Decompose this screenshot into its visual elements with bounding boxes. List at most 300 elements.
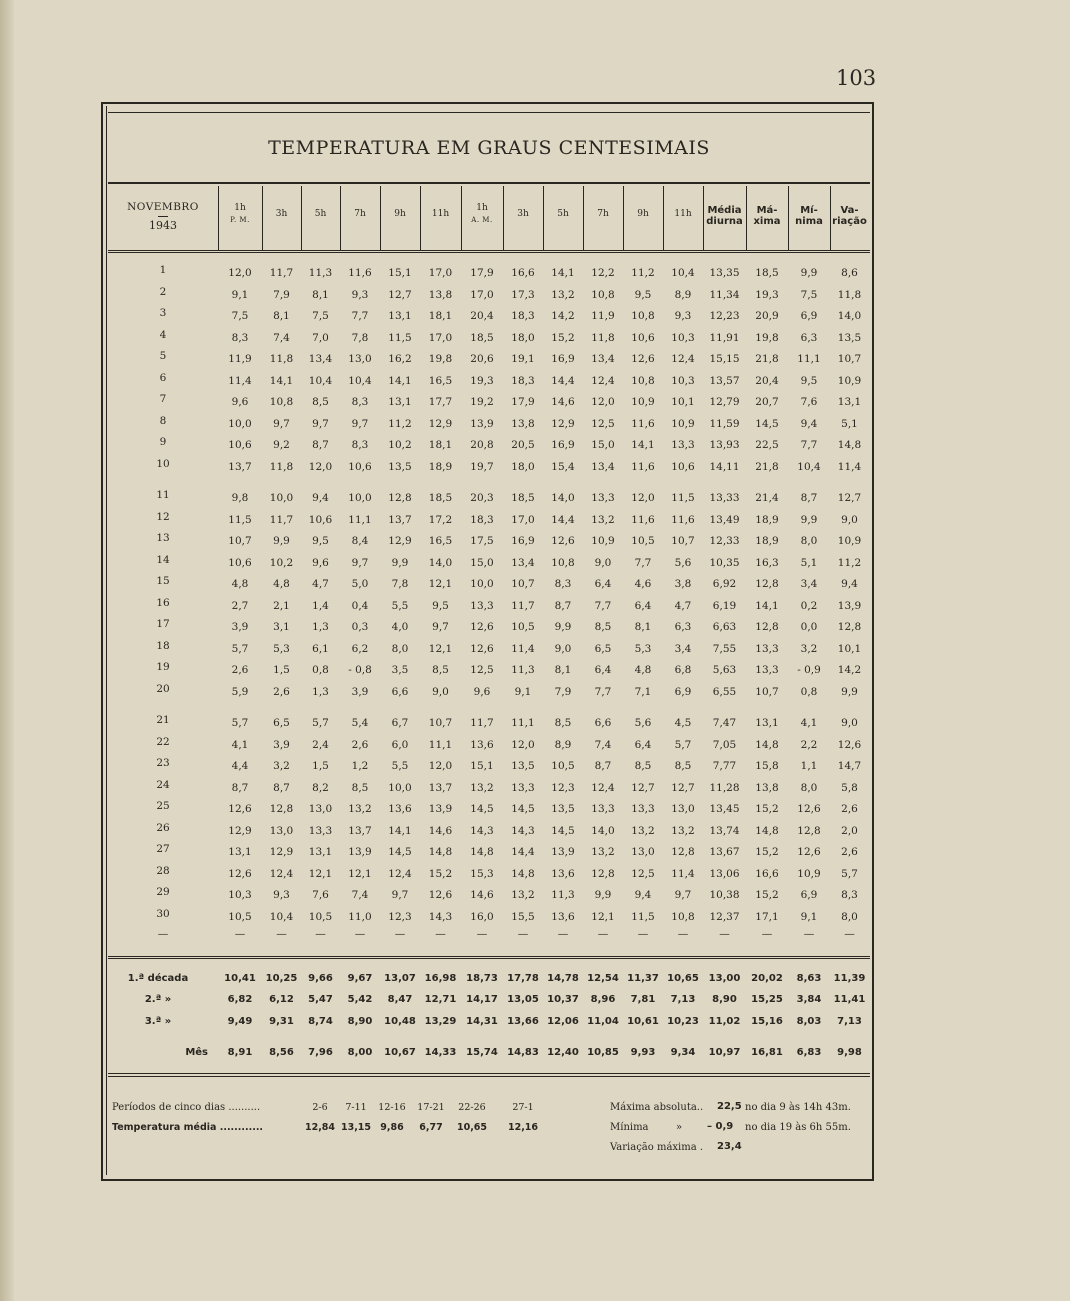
- decade-value: 8,03: [796, 1016, 822, 1027]
- table-cell: 13,1: [837, 396, 862, 408]
- table-cell: 16,0: [470, 910, 494, 923]
- table-cell: 10,35: [709, 556, 740, 569]
- table-cell: 8,7: [594, 760, 612, 772]
- dash-cell: —: [354, 928, 366, 940]
- table-cell: 10,6: [308, 513, 333, 526]
- table-cell: 10,0: [348, 492, 372, 504]
- table-cell: 10,4: [797, 460, 821, 473]
- table-cell: 10,7: [837, 353, 862, 365]
- table-cell: 18,1: [428, 439, 453, 451]
- table-cell: 14,2: [551, 310, 575, 322]
- table-cell: 10,3: [228, 889, 252, 901]
- table-cell: 13,33: [709, 492, 740, 504]
- table-cell: 7,55: [712, 642, 737, 655]
- frame-inner-line: [106, 106, 107, 1175]
- table-cell: 13,2: [511, 889, 535, 901]
- table-cell: 10,5: [308, 910, 333, 923]
- table-cell: 10,6: [228, 556, 252, 569]
- table-cell: 7,4: [351, 889, 369, 901]
- table-cell: 15,2: [755, 889, 779, 901]
- table-cell: 7,8: [351, 331, 369, 344]
- month-total-label: Mês: [185, 1047, 208, 1058]
- table-cell: 19,2: [470, 396, 494, 408]
- table-cell: 9,7: [351, 417, 369, 430]
- table-cell: 10,8: [551, 556, 575, 569]
- table-cell: 9,0: [841, 717, 858, 729]
- table-cell: 13,5: [837, 331, 862, 344]
- table-cell: 9,7: [674, 889, 692, 901]
- table-cell: 7,77: [712, 760, 737, 772]
- header-col-16-main: Va-: [840, 205, 859, 216]
- table-cell: 8,4: [351, 535, 369, 547]
- table-cell: 10,2: [269, 556, 294, 569]
- table-row-day: 9: [159, 436, 167, 448]
- decade-value: 15,16: [751, 1016, 783, 1027]
- dash-cell: —: [803, 928, 815, 940]
- table-cell: 9,9: [554, 621, 572, 633]
- table-cell: 13,9: [428, 803, 453, 815]
- month-total-value: 8,00: [347, 1047, 373, 1058]
- table-cell: 17,2: [428, 513, 453, 526]
- table-cell: 10,8: [631, 374, 655, 387]
- table-row-day: 1: [159, 264, 167, 276]
- table-cell: 9,0: [594, 556, 612, 569]
- table-cell: 8,0: [391, 642, 409, 655]
- decade-value: 7,81: [630, 994, 656, 1005]
- table-cell: 14,7: [837, 760, 862, 772]
- table-cell: 12,6: [797, 846, 821, 858]
- table-cell: 10,0: [228, 417, 252, 430]
- table-cell: 11,8: [837, 288, 862, 301]
- absolute-min-note: no dia 19 às 6h 55m.: [745, 1122, 851, 1133]
- table-cell: 6,63: [712, 621, 737, 633]
- decade-value: 9,67: [347, 973, 373, 984]
- table-cell: 20,4: [755, 374, 779, 387]
- table-cell: 14,1: [388, 374, 412, 387]
- table-cell: 13,3: [470, 599, 494, 612]
- table-cell: 9,3: [351, 288, 369, 301]
- table-cell: 9,6: [231, 396, 249, 408]
- table-cell: 1,5: [312, 760, 329, 772]
- table-cell: 18,9: [428, 460, 453, 473]
- table-cell: 11,3: [308, 267, 333, 279]
- table-cell: 10,7: [755, 685, 779, 698]
- table-cell: 10,7: [228, 535, 252, 547]
- decade-value: 5,42: [347, 994, 373, 1005]
- table-cell: 13,7: [388, 513, 412, 526]
- decade-value: 20,02: [751, 973, 783, 984]
- table-cell: 8,6: [841, 267, 858, 279]
- table-cell: 4,1: [231, 738, 249, 751]
- dash-cell: —: [761, 928, 773, 940]
- table-cell: 6,4: [634, 738, 652, 751]
- month-total-value: 10,67: [384, 1047, 416, 1058]
- decade-value: 12,54: [587, 973, 619, 984]
- mean-temperature-label: Temperatura média ............: [112, 1122, 264, 1133]
- table-cell: 9,5: [634, 288, 652, 301]
- table-cell: 5,7: [674, 738, 692, 751]
- decade-label: 3.ª »: [144, 1016, 172, 1027]
- table-cell: 13,2: [591, 513, 615, 526]
- table-cell: 14,5: [470, 803, 494, 815]
- table-row-day: 5: [159, 350, 167, 362]
- table-cell: 4,7: [312, 578, 329, 590]
- table-cell: 12,6: [470, 642, 494, 655]
- table-cell: 16,3: [755, 556, 779, 569]
- table-cell: 13,6: [470, 738, 494, 751]
- table-cell: 13,1: [308, 846, 333, 858]
- table-cell: 12,7: [837, 492, 862, 504]
- table-cell: 18,0: [511, 331, 535, 344]
- book-spine: [0, 0, 14, 1301]
- dash-cell: —: [517, 928, 529, 940]
- table-cell: 8,3: [554, 578, 572, 590]
- table-cell: 19,7: [470, 460, 494, 473]
- table-cell: 14,0: [551, 492, 575, 504]
- table-cell: 10,9: [837, 535, 862, 547]
- header-col-7-sub: A. M.: [471, 216, 493, 224]
- table-row-day: 12: [156, 510, 170, 523]
- dash-cell: —: [394, 928, 406, 940]
- month-total-value: 14,83: [507, 1047, 539, 1058]
- table-cell: 18,5: [755, 267, 779, 279]
- table-cell: 5,1: [841, 417, 858, 430]
- month-year-dash: [158, 216, 168, 217]
- table-cell: 11,2: [837, 556, 862, 569]
- table-cell: 11,2: [631, 267, 655, 279]
- table-cell: 0,0: [800, 621, 818, 633]
- table-cell: 10,7: [428, 717, 453, 729]
- table-cell: 12,6: [837, 738, 862, 751]
- table-cell: 11,6: [631, 417, 655, 430]
- table-cell: 10,9: [671, 417, 695, 430]
- table-row-day: 27: [156, 843, 170, 855]
- table-cell: 20,9: [755, 310, 779, 322]
- month-total-value: 15,74: [466, 1047, 498, 1058]
- table-cell: 11,7: [269, 267, 294, 279]
- table-cell: 9,3: [273, 889, 290, 901]
- table-cell: 11,6: [671, 513, 695, 526]
- header-rule: [108, 252, 870, 253]
- table-cell: 13,45: [709, 803, 740, 815]
- header-rule: [108, 250, 870, 251]
- table-cell: 10,5: [228, 910, 252, 923]
- decade-value: 8,74: [308, 1016, 333, 1027]
- table-cell: 9,5: [800, 374, 818, 387]
- table-cell: 11,9: [591, 310, 615, 322]
- header-col-7-main: 1h: [476, 203, 488, 213]
- table-cell: 14,2: [837, 664, 862, 676]
- decade-value: 8,63: [796, 973, 822, 984]
- table-cell: 21,4: [755, 492, 779, 504]
- table-cell: 5,6: [674, 556, 692, 569]
- period-mean: 6,77: [419, 1122, 443, 1133]
- table-cell: 12,8: [388, 492, 412, 504]
- table-cell: 12,7: [671, 781, 695, 794]
- table-cell: 1,3: [312, 685, 329, 698]
- table-cell: 9,4: [800, 417, 818, 430]
- table-cell: 10,3: [671, 374, 695, 387]
- table-cell: 10,9: [837, 374, 862, 387]
- table-cell: 12,1: [428, 578, 453, 590]
- table-cell: 17,0: [511, 513, 535, 526]
- table-cell: 15,8: [755, 760, 779, 772]
- title-box: [108, 112, 870, 184]
- table-cell: 10,0: [388, 781, 412, 794]
- table-cell: 14,5: [551, 824, 575, 837]
- month-total-value: 7,96: [308, 1047, 333, 1058]
- table-cell: 10,4: [671, 267, 695, 279]
- month-total-value: 9,98: [837, 1047, 862, 1058]
- table-cell: 11,2: [388, 417, 412, 430]
- table-cell: 21,8: [755, 353, 779, 365]
- table-cell: 11,4: [228, 374, 252, 387]
- table-cell: 14,4: [511, 846, 535, 858]
- table-cell: 8,5: [554, 717, 572, 729]
- decade-value: 11,39: [833, 973, 866, 984]
- table-cell: 20,3: [470, 492, 494, 504]
- table-cell: 6,4: [594, 578, 612, 590]
- dash-cell: —: [276, 928, 287, 940]
- table-cell: 12,6: [228, 803, 252, 815]
- table-cell: 10,4: [269, 910, 294, 923]
- table-cell: 14,4: [551, 513, 575, 526]
- table-cell: 12,33: [709, 535, 740, 547]
- table-cell: - 0,9: [797, 664, 821, 676]
- table-cell: 6,3: [800, 331, 818, 344]
- table-cell: 12,6: [551, 535, 575, 547]
- table-cell: 18,3: [511, 374, 535, 387]
- period-mean: 12,84: [304, 1122, 336, 1133]
- table-row-day: 2: [159, 285, 167, 298]
- table-cell: 5,7: [841, 867, 858, 880]
- table-cell: 10,7: [671, 535, 695, 547]
- table-cell: 9,0: [841, 513, 858, 526]
- table-cell: 6,9: [800, 889, 818, 901]
- decade-value: 10,48: [384, 1016, 416, 1027]
- table-cell: 6,7: [391, 717, 409, 729]
- header-col-2-main: 3h: [275, 209, 288, 219]
- table-row-day: 26: [156, 821, 170, 834]
- table-row-day: 6: [159, 371, 167, 384]
- absolute-min-value: – 0,9: [707, 1121, 734, 1132]
- table-cell: 13,9: [837, 599, 862, 612]
- table-cell: 8,7: [554, 599, 572, 612]
- table-cell: 10,8: [591, 288, 615, 301]
- year-label: 1943: [149, 219, 177, 232]
- table-row-day: 18: [156, 639, 170, 652]
- table-cell: 14,8: [511, 867, 535, 880]
- table-cell: 17,0: [428, 267, 453, 279]
- table-cell: 12,5: [470, 664, 494, 676]
- decade-value: 6,12: [269, 994, 294, 1005]
- table-cell: 10,6: [228, 439, 252, 451]
- table-cell: 10,6: [671, 460, 695, 473]
- footer-rule: [108, 1073, 870, 1074]
- table-cell: 5,5: [391, 599, 409, 612]
- table-cell: 18,0: [511, 460, 535, 473]
- table-cell: 19,1: [511, 353, 535, 365]
- decade-value: 7,13: [670, 994, 696, 1005]
- header-col-13-main: Média: [707, 205, 742, 216]
- table-cell: 19,8: [428, 353, 453, 365]
- table-cell: 11,8: [591, 331, 615, 344]
- header-col-3-main: 5h: [314, 209, 327, 219]
- table-cell: 5,8: [841, 781, 858, 794]
- table-cell: 7,9: [273, 288, 290, 301]
- table-cell: 13,2: [470, 781, 494, 794]
- table-cell: 14,3: [470, 824, 494, 837]
- table-cell: 15,0: [591, 439, 615, 451]
- table-cell: 3,2: [273, 760, 290, 772]
- table-cell: 8,5: [432, 664, 449, 676]
- table-cell: 20,7: [755, 396, 779, 408]
- table-cell: 6,92: [712, 578, 737, 590]
- decade-value: 8,96: [590, 994, 616, 1005]
- table-cell: 11,4: [671, 867, 695, 880]
- table-cell: 8,0: [841, 910, 858, 923]
- table-cell: 10,5: [631, 535, 655, 547]
- table-cell: 14,1: [269, 374, 294, 387]
- table-cell: 4,8: [273, 578, 290, 590]
- table-cell: 6,4: [594, 664, 612, 676]
- table-cell: 13,2: [631, 824, 655, 837]
- table-cell: 11,1: [348, 513, 372, 526]
- table-cell: 18,5: [428, 492, 453, 504]
- table-cell: 13,6: [388, 803, 412, 815]
- table-cell: 11,4: [837, 460, 862, 473]
- month-label: NOVEMBRO: [127, 201, 199, 213]
- table-cell: 3,4: [800, 578, 818, 590]
- table-cell: 8,3: [841, 889, 858, 901]
- table-cell: 16,6: [511, 267, 535, 279]
- table-row-day: 8: [159, 414, 167, 427]
- table-cell: 10,1: [837, 642, 862, 655]
- table-cell: 11,7: [511, 599, 535, 612]
- table-cell: 14,6: [428, 824, 453, 837]
- table-cell: 12,0: [428, 760, 453, 772]
- table-cell: 20,8: [470, 439, 494, 451]
- table-cell: 7,47: [712, 717, 737, 729]
- page-number: 103: [836, 66, 877, 90]
- table-cell: 7,1: [634, 685, 652, 698]
- table-cell: 16,5: [428, 535, 453, 547]
- table-cell: 8,1: [312, 288, 329, 301]
- table-cell: 15,2: [428, 867, 453, 880]
- table-cell: 18,3: [470, 513, 494, 526]
- table-cell: 13,8: [755, 781, 779, 794]
- decade-value: 10,41: [224, 973, 256, 984]
- table-cell: 8,7: [231, 781, 249, 794]
- table-cell: 15,1: [470, 760, 494, 772]
- dash-cell: —: [476, 928, 488, 940]
- table-cell: 15,0: [470, 556, 494, 569]
- table-cell: 20,4: [470, 310, 494, 322]
- table-cell: 12,6: [428, 889, 453, 901]
- table-cell: 5,7: [231, 642, 249, 655]
- table-cell: 11,8: [269, 460, 294, 473]
- table-row-day: 11: [156, 489, 170, 501]
- table-cell: 13,57: [709, 374, 740, 387]
- table-cell: 2,7: [231, 599, 249, 612]
- table-cell: 10,3: [671, 331, 695, 344]
- table-cell: 15,4: [551, 460, 575, 473]
- table-cell: 11,3: [511, 664, 535, 676]
- table-cell: 9,6: [312, 556, 329, 569]
- absolute-min-ditto: »: [676, 1122, 683, 1133]
- table-cell: 13,35: [709, 267, 740, 279]
- table-cell: 13,7: [428, 781, 453, 794]
- table-cell: 12,6: [228, 867, 252, 880]
- decade-value: 11,04: [587, 1016, 619, 1027]
- table-cell: 6,8: [674, 664, 692, 676]
- table-cell: 11,1: [797, 353, 821, 365]
- table-cell: 9,4: [841, 578, 858, 590]
- table-cell: 12,4: [388, 867, 412, 880]
- table-cell: 11,8: [269, 353, 294, 365]
- table-cell: 13,7: [348, 824, 372, 837]
- table-cell: 14,11: [709, 460, 740, 473]
- table-cell: 9,4: [312, 492, 329, 504]
- table-cell: 9,0: [554, 642, 572, 655]
- table-cell: 13,5: [388, 460, 412, 473]
- decade-value: 15,25: [751, 994, 783, 1005]
- table-cell: 6,6: [391, 685, 409, 698]
- table-cell: 9,6: [473, 685, 491, 698]
- decade-value: 17,78: [507, 973, 539, 984]
- absolute-min-label: Mínima: [610, 1122, 649, 1133]
- table-cell: 2,6: [273, 685, 290, 698]
- table-cell: 15,2: [755, 846, 779, 858]
- table-cell: 13,3: [755, 642, 779, 655]
- table-cell: 4,8: [231, 578, 249, 590]
- table-cell: 1,3: [312, 621, 329, 633]
- table-cell: 9,9: [841, 685, 858, 698]
- table-cell: 4,1: [800, 717, 818, 729]
- table-cell: 14,0: [428, 556, 453, 569]
- table-cell: 10,4: [308, 374, 333, 387]
- table-cell: 13,0: [631, 846, 655, 858]
- table-cell: 2,0: [841, 824, 858, 837]
- table-cell: 8,0: [800, 781, 818, 794]
- table-cell: 9,5: [432, 599, 449, 612]
- table-cell: 8,9: [674, 288, 692, 301]
- table-cell: 12,8: [797, 824, 821, 837]
- table-cell: 2,1: [273, 599, 290, 612]
- table-cell: 8,5: [634, 760, 652, 772]
- table-cell: 3,5: [391, 664, 409, 676]
- table-cell: 5,6: [634, 717, 652, 729]
- table-cell: 12,0: [308, 460, 333, 473]
- decade-label: 1.ª década: [127, 973, 189, 984]
- decade-value: 14,78: [547, 973, 579, 984]
- table-cell: 12,1: [308, 867, 333, 880]
- summary-rule: [108, 958, 870, 959]
- table-cell: 13,4: [511, 556, 535, 569]
- table-cell: 3,9: [273, 738, 290, 751]
- header-col-14-sub: xima: [753, 216, 781, 227]
- table-cell: 13,3: [671, 439, 695, 451]
- table-cell: 14,5: [511, 803, 535, 815]
- table-cell: 8,5: [351, 781, 369, 794]
- dash-cell: —: [315, 928, 326, 940]
- table-cell: 7,05: [712, 738, 737, 751]
- table-cell: 14,8: [470, 846, 494, 858]
- table-cell: 16,9: [551, 353, 575, 365]
- dash-cell: —: [677, 928, 689, 940]
- table-cell: 13,1: [755, 717, 779, 729]
- table-cell: 14,1: [755, 599, 779, 612]
